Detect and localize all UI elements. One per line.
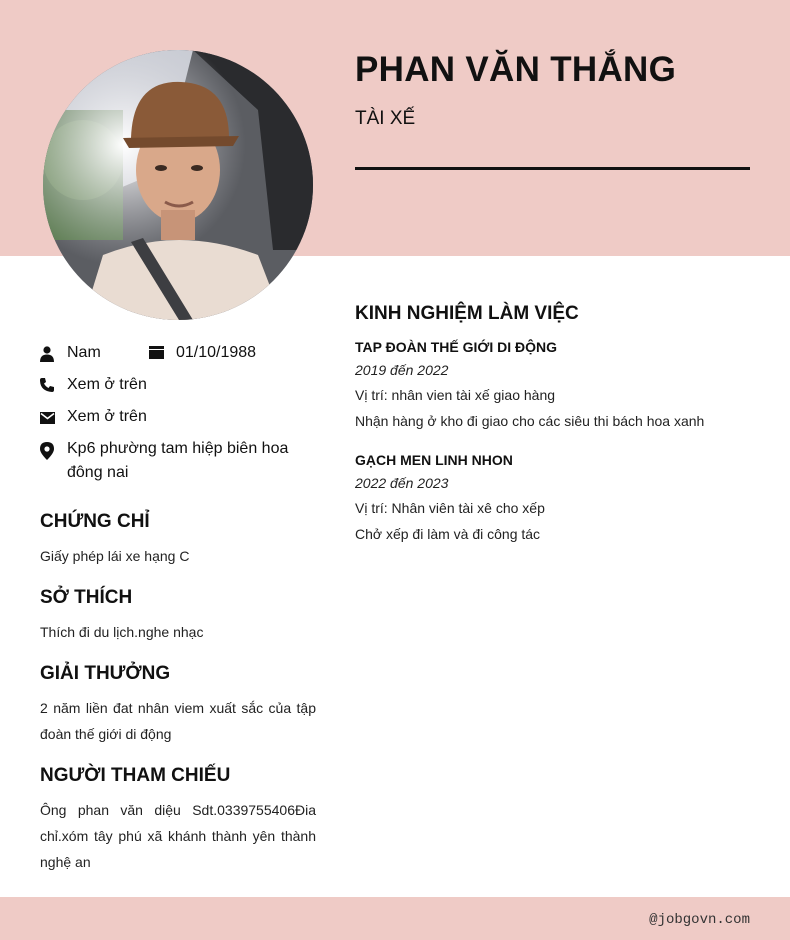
person-icon xyxy=(40,341,67,365)
hobbies-body: Thích đi du lịch.nghe nhạc xyxy=(40,624,204,640)
awards-body: 2 năm liền đat nhân viem xuất sắc của tập đoàn thế giới di động xyxy=(40,700,316,742)
experience-item xyxy=(355,449,755,547)
job-period: 2022 đến 2023 xyxy=(355,475,449,491)
experience-item xyxy=(355,336,755,434)
phone-row xyxy=(40,373,147,397)
footer-watermark: @jobgovn.com xyxy=(649,912,750,928)
calendar-icon xyxy=(149,341,176,365)
hobbies-heading: SỞ THÍCH xyxy=(40,587,133,608)
job-description: Chở xếp đi làm và đi công tác xyxy=(355,526,541,542)
company-name: GẠCH MEN LINH NHON xyxy=(355,452,513,468)
phone-icon xyxy=(40,373,67,397)
awards-heading: GIẢI THƯỞNG xyxy=(40,663,171,684)
mail-icon xyxy=(40,405,67,429)
email-row xyxy=(40,405,147,429)
candidate-name: PHAN VĂN THẮNG xyxy=(355,50,677,89)
address-line-2: đông nai xyxy=(67,464,129,481)
job-description: Nhận hàng ở kho đi giao cho các siêu thi bách hoa xanh xyxy=(355,413,705,429)
candidate-job-title: TÀI XẾ xyxy=(355,108,416,129)
company-name: TAP ĐOÀN THẾ GIỚI DI ĐỘNG xyxy=(355,339,557,355)
address-line-1: Kp6 phường tam hiệp biên hoa xyxy=(67,440,289,457)
address-row xyxy=(40,437,307,485)
experience-heading: KINH NGHIỆM LÀM VIỆC xyxy=(355,303,579,324)
header-divider xyxy=(355,167,750,170)
map-pin-icon xyxy=(40,437,67,485)
birthdate-value: 01/10/1988 xyxy=(176,344,257,361)
job-period: 2019 đến 2022 xyxy=(355,362,449,378)
job-position: Vị trí: Nhân viên tài xê cho xếp xyxy=(355,500,545,516)
gender-value: Nam xyxy=(67,344,101,361)
certificates-heading: CHỨNG CHỈ xyxy=(40,511,150,532)
profile-photo xyxy=(43,50,313,320)
job-position: Vị trí: nhân vien tài xế giao hàng xyxy=(355,387,556,403)
email-value: Xem ở trên xyxy=(67,408,147,425)
references-body: Ông phan văn diệu Sdt.0339755406Đia chỉ.xóm tây phú xã khánh thành yên thành nghệ an xyxy=(40,802,316,870)
gender-row xyxy=(40,341,256,365)
certificates-body: Giấy phép lái xe hạng C xyxy=(40,548,190,564)
phone-value: Xem ở trên xyxy=(67,376,147,393)
references-heading: NGƯỜI THAM CHIẾU xyxy=(40,765,231,786)
